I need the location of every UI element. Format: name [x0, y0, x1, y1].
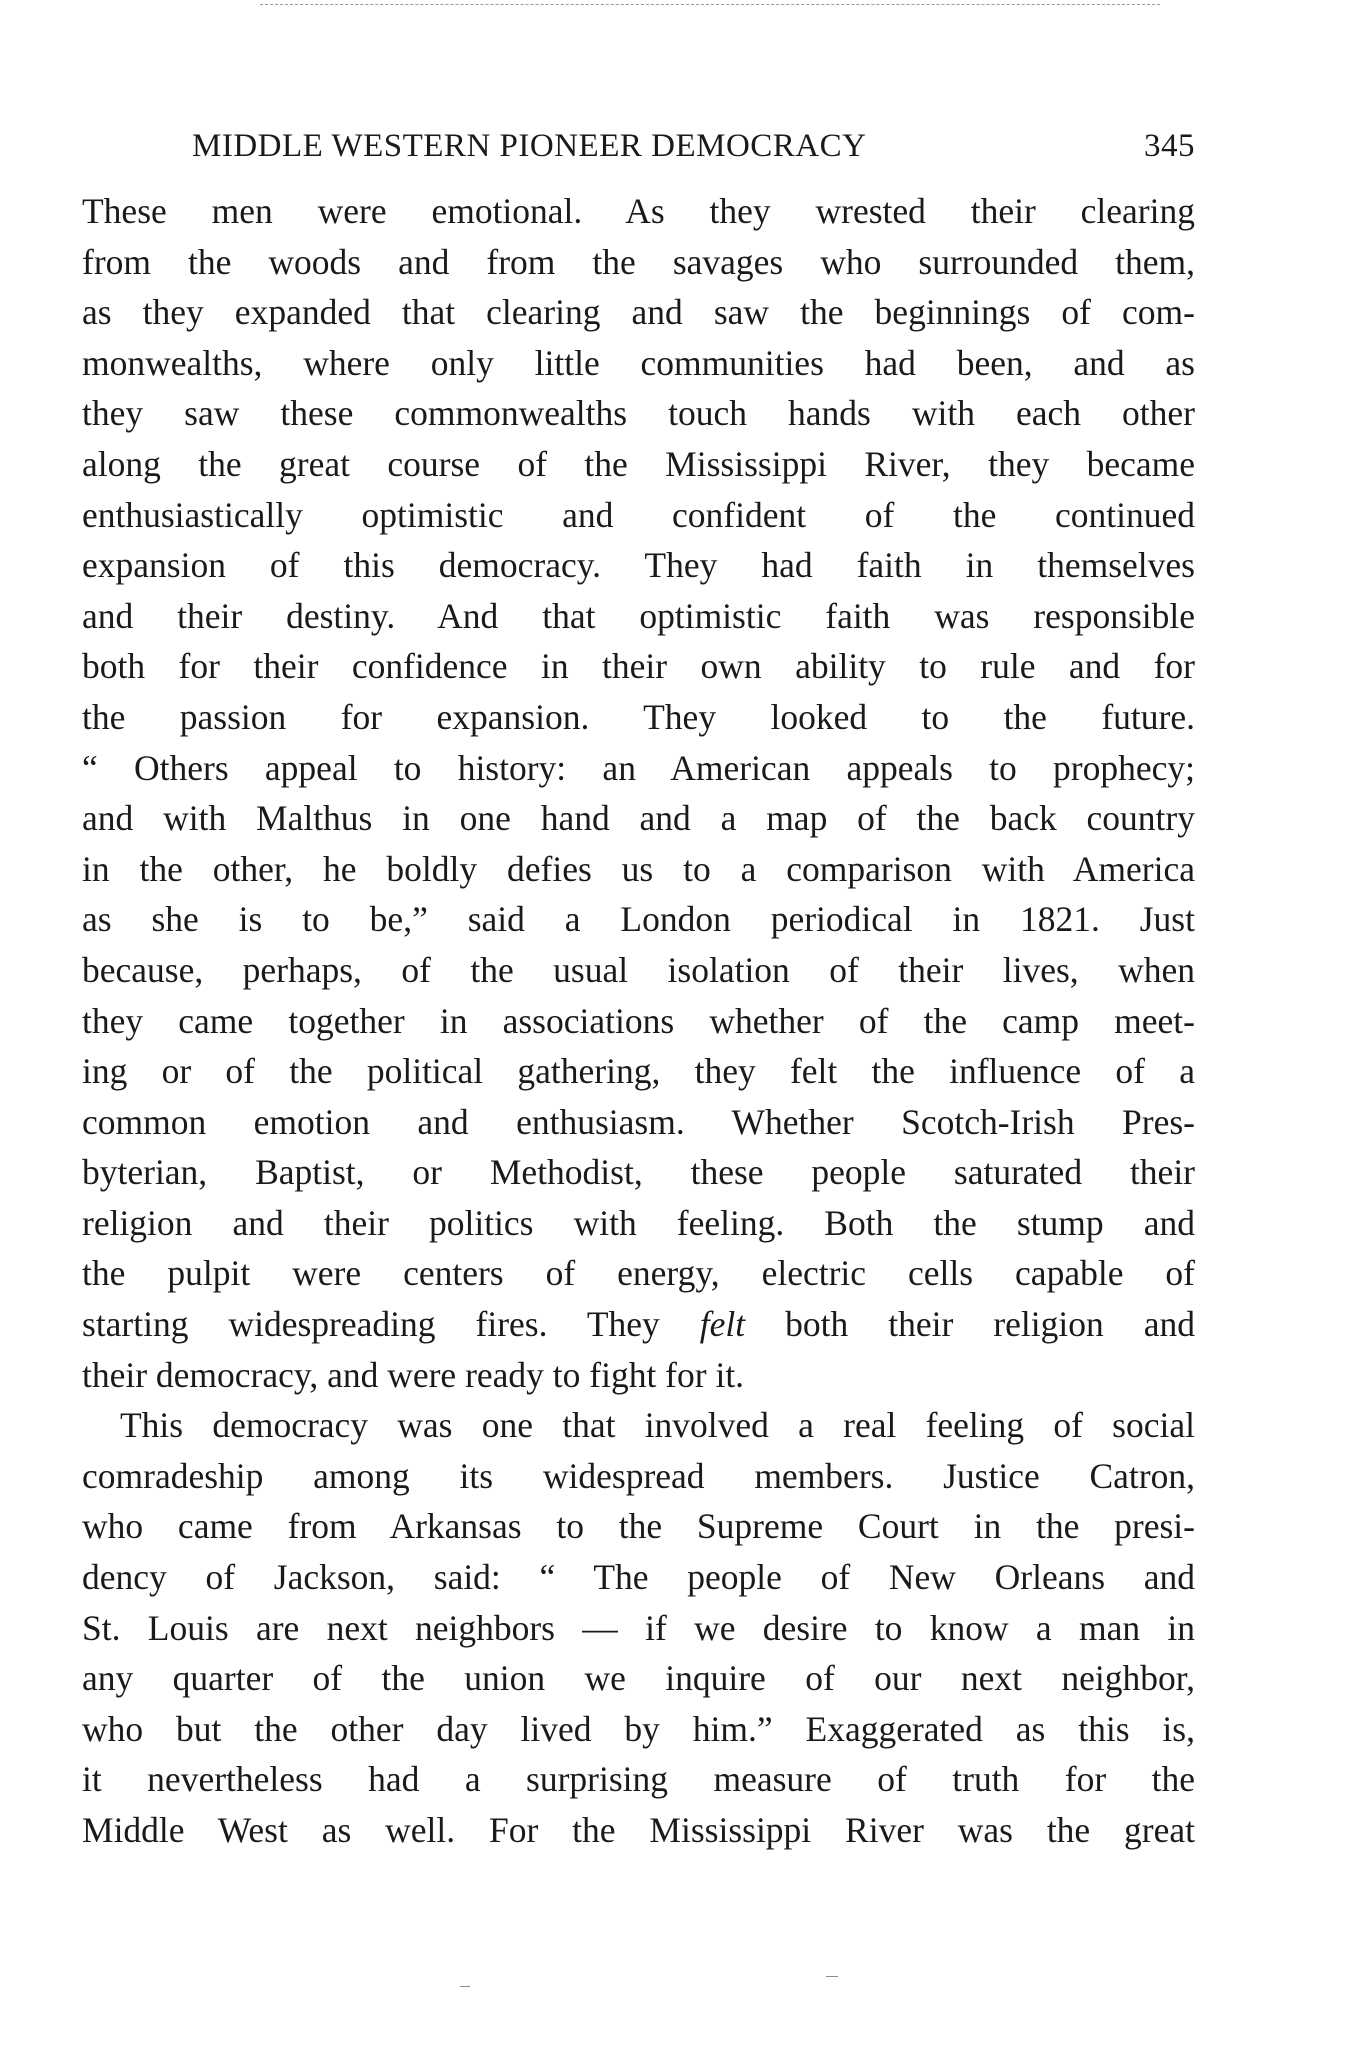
text-line: and their destiny. And that optimistic faith was responsible [82, 595, 1195, 636]
text-line: the passion for expansion. They looked to the future. [82, 696, 1195, 737]
text-line: byterian, Baptist, or Methodist, these people saturated their [82, 1152, 1195, 1193]
text-line: ing or of the political gathering, they felt the influence of a [82, 1051, 1195, 1092]
text-line: any quarter of the union we inquire of our next neighbor, [82, 1658, 1195, 1699]
text-line: dency of Jackson, said: “ The people of New Orleans and [82, 1557, 1195, 1598]
text-line: Middle West as well. For the Mississippi River was the great [82, 1810, 1195, 1850]
paragraph-1 [82, 186, 1195, 1400]
italic-word: felt [699, 1304, 746, 1345]
book-page [82, 120, 1195, 1856]
text-segment: starting widespreading fires. They [82, 1304, 700, 1345]
text-line: in the other, he boldly defies us to a comparison with America [82, 848, 1195, 889]
text-line-with-italic [82, 1299, 1195, 1350]
text-line: enthusiastically optimistic and confident of the continued [82, 494, 1195, 535]
scan-mark [460, 1986, 470, 1987]
text-line: monwealths, where only little communities had been, and as [82, 342, 1195, 383]
text-line: expansion of this democracy. They had faith in themselves [82, 545, 1195, 586]
text-line: as they expanded that clearing and saw the beginnings of com- [82, 292, 1195, 333]
body-text [82, 186, 1195, 1856]
text-line: the pulpit were centers of energy, electric cells capable of [82, 1253, 1195, 1294]
text-line: because, perhaps, of the usual isolation of their lives, when [82, 949, 1195, 990]
text-line: who but the other day lived by him.” Exaggerated as this is, [82, 1708, 1195, 1749]
text-line: as she is to be,” said a London periodical in 1821. Just [82, 899, 1195, 940]
text-line: common emotion and enthusiasm. Whether Scotch-Irish Pres- [82, 1101, 1195, 1142]
text-segment: both their religion and [745, 1304, 1195, 1345]
text-line: they came together in associations whether of the camp meet- [82, 1000, 1195, 1041]
text-line: their democracy, and were ready to fight for it. [82, 1354, 745, 1395]
text-line: These men were emotional. As they wrested their clearing [82, 191, 1195, 231]
text-line: This democracy was one that involved a real feeling of social [120, 1405, 1195, 1446]
text-line: both for their confidence in their own ability to rule and for [82, 646, 1195, 687]
page-number: 345 [1144, 128, 1195, 164]
running-head [82, 120, 1195, 186]
scan-mark [826, 1976, 838, 1977]
text-line: comradeship among its widespread members. Justice Catron, [82, 1455, 1195, 1496]
paragraph-2 [82, 1400, 1195, 1855]
text-line: St. Louis are next neighbors — if we desire to know a man in [82, 1607, 1195, 1648]
text-line: it nevertheless had a surprising measure of truth for the [82, 1759, 1195, 1800]
text-line: “ Others appeal to history: an American appeals to prophecy; [82, 747, 1195, 788]
text-line: from the woods and from the savages who surrounded them, [82, 241, 1195, 282]
text-line: and with Malthus in one hand and a map of the back country [82, 798, 1195, 839]
text-line: religion and their politics with feeling. Both the stump and [82, 1202, 1195, 1243]
text-line: they saw these commonwealths touch hands with each other [82, 393, 1195, 434]
text-line: who came from Arkansas to the Supreme Court in the presi- [82, 1506, 1195, 1547]
running-title: MIDDLE WESTERN PIONEER DEMOCRACY [192, 128, 867, 164]
text-line: along the great course of the Mississippi River, they became [82, 443, 1195, 484]
top-edge-rule [260, 4, 1160, 5]
